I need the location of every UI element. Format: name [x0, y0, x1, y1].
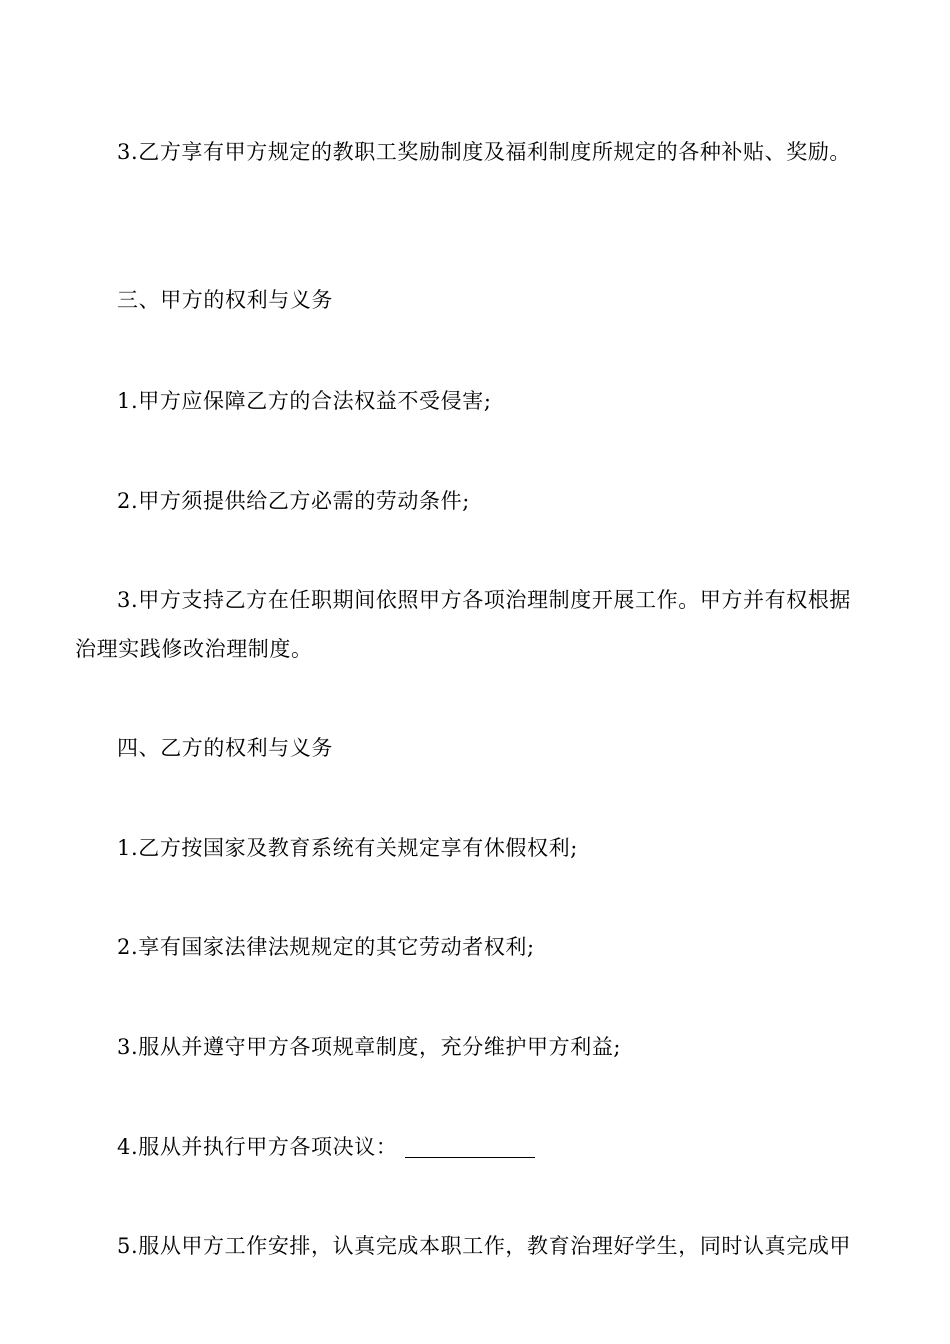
section-heading-party-b: 四、乙方的权利与义务 — [117, 736, 333, 760]
party-a-clause-3: 3.甲方支持乙方在任职期间依照甲方各项治理制度开展工作。甲方并有权根据 — [117, 588, 852, 612]
party-b-clause-4 — [117, 1132, 927, 1162]
clause-3-benefits: 3.乙方享有甲方规定的教职工奖励制度及福利制度所规定的各种补贴、奖励。 — [117, 140, 852, 164]
party-a-clause-2: 2.甲方须提供给乙方必需的劳动条件; — [117, 489, 470, 513]
party-b-clause-2: 2.享有国家法律法规规定的其它劳动者权利; — [117, 935, 535, 959]
party-b-clause-3: 3.服从并遵守甲方各项规章制度，充分维护甲方利益; — [117, 1035, 622, 1059]
party-b-clause-4-text: 4.服从并执行甲方各项决议： — [117, 1135, 398, 1159]
party-b-clause-5: 5.服从甲方工作安排，认真完成本职工作，教育治理好学生，同时认真完成甲 — [117, 1234, 852, 1258]
party-a-clause-1: 1.甲方应保障乙方的合法权益不受侵害; — [117, 389, 492, 413]
fill-in-blank-line — [405, 1156, 535, 1158]
section-heading-party-a: 三、甲方的权利与义务 — [117, 288, 333, 312]
party-a-clause-3-continued: 治理实践修改治理制度。 — [75, 637, 313, 661]
party-b-clause-1: 1.乙方按国家及教育系统有关规定享有休假权利; — [117, 836, 578, 860]
